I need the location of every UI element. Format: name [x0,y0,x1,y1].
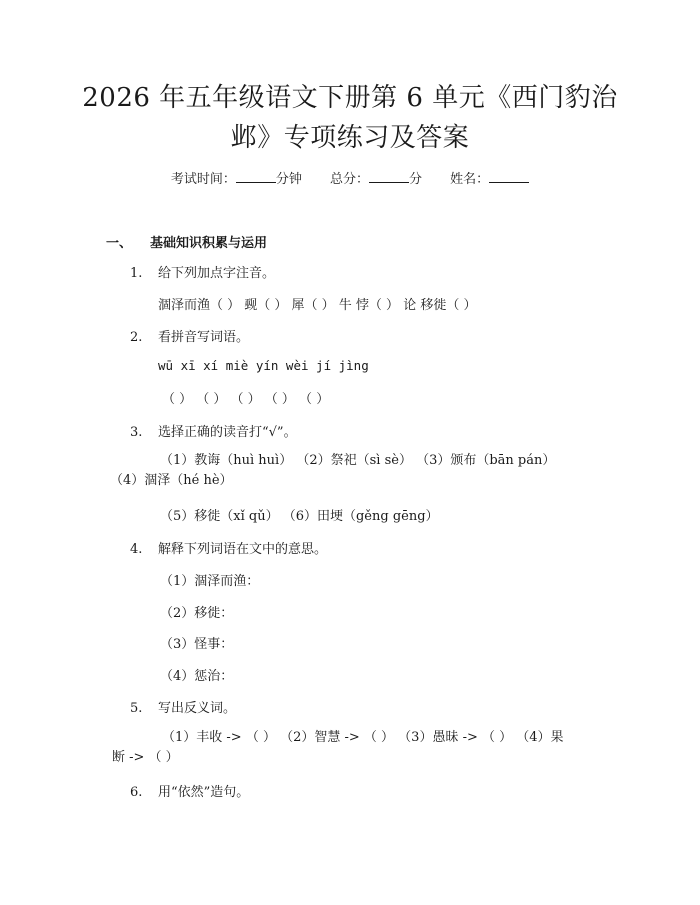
question-text: 选择正确的读音打“√”。 [158,425,297,440]
question-text: 写出反义词。 [158,701,237,716]
score-unit: 分 [409,172,423,187]
question-4 [130,538,327,557]
q5-antonyms-wrap: 断 -> （ ） [112,750,179,765]
section-heading [106,232,267,251]
question-text: 给下列加点字注音。 [158,266,276,281]
document-title [60,78,640,158]
score-label: 总分： [329,172,369,187]
q1-items: 涸泽而渔（ ） 觋（ ） 犀（ ） 牛 悖（ ） 论 移徙（ ） [158,298,477,313]
q3-options-line-2: （5）移徙（xǐ qǔ） （6）田埂（gěng gēng） [160,509,439,524]
title-line-2: 邺》专项练习及答案 [230,123,470,153]
question-number: 5. [130,701,143,716]
question-number: 1. [130,266,143,281]
q4-item-2: （2）移徙： [160,606,234,621]
section-title: 基础知识积累与运用 [150,236,268,251]
time-blank[interactable] [236,170,276,183]
q3-options-block-1 [110,451,600,491]
question-text: 解释下列词语在文中的意思。 [158,542,328,557]
q5-antonyms-block [112,728,602,768]
question-text: 用“依然”造句。 [158,785,250,800]
question-number: 3. [130,425,143,440]
time-label: 考试时间： [170,172,236,187]
q2-pinyin: wū xī xí miè yín wèi jí jìng [158,358,369,373]
exam-meta [0,168,700,187]
exam-time [171,172,302,187]
q4-item-1: （1）涸泽而渔： [160,574,260,589]
question-5 [130,697,236,716]
student-name [450,172,529,187]
question-2 [130,326,249,345]
question-3 [130,421,297,440]
title-line-1: 2026 年五年级语文下册第 6 单元《西门豹治 [82,83,618,113]
section-number: 一、 [106,236,133,251]
question-number: 4. [130,542,143,557]
q5-antonyms-line: （1）丰收 -> （ ） （2）智慧 -> （ ） （3）愚昧 -> （ ） （4）果 [162,730,564,745]
time-unit: 分钟 [275,172,302,187]
q3-options-line: （1）教诲（huì huì） （2）祭祀（sì sè） （3）颁布（bān pán） [160,453,556,468]
question-1 [130,262,275,281]
question-number: 2. [130,330,143,345]
name-label: 姓名： [450,172,490,187]
q4-item-4: （4）惩治： [160,669,234,684]
question-number: 6. [130,785,143,800]
name-blank[interactable] [489,170,529,183]
total-score [330,172,422,187]
q3-options-wrap: （4）涸泽（hé hè） [110,473,233,488]
score-blank[interactable] [369,170,409,183]
question-text: 看拼音写词语。 [158,330,250,345]
q2-blanks: （ ） （ ） （ ） （ ） （ ） [162,392,330,407]
question-6 [130,781,249,800]
q4-item-3: （3）怪事： [160,637,234,652]
